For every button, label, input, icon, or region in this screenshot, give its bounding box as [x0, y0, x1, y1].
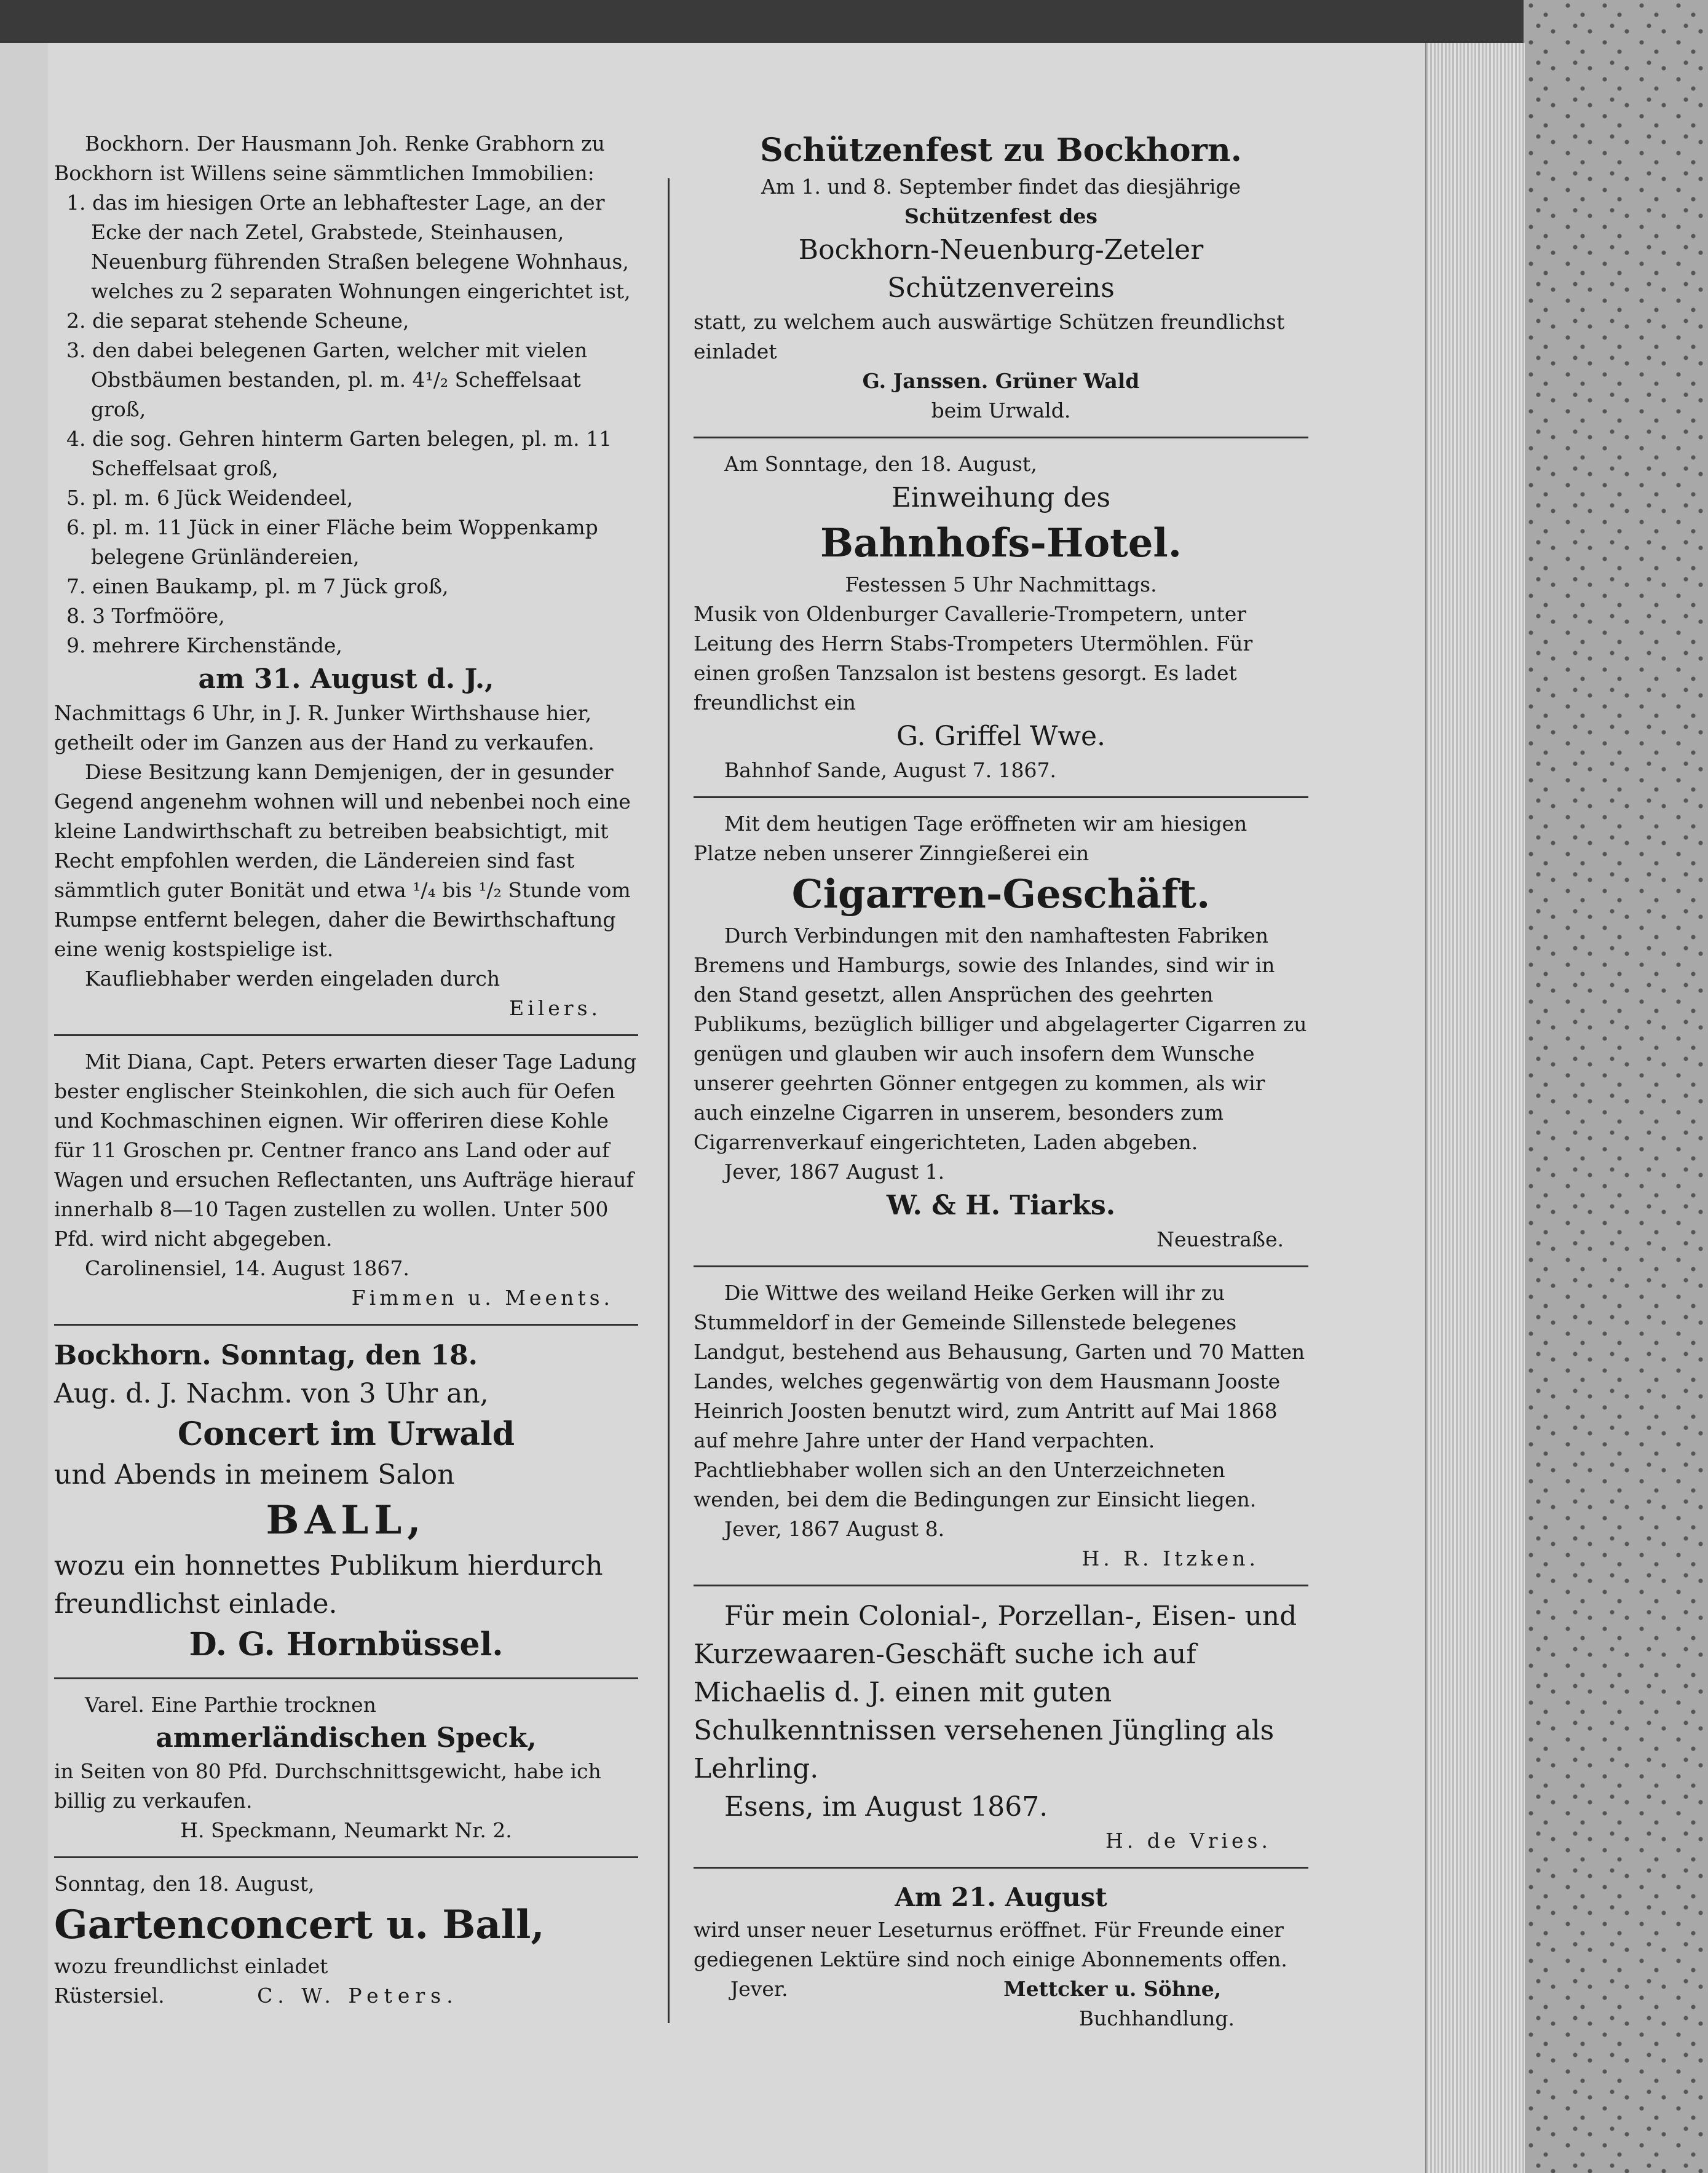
ad-headline: Bockhorn. Sonntag, den 18.: [54, 1340, 478, 1371]
ad-lehrling: [694, 1597, 1308, 1856]
ad-place: Bahnhof Sande, August 7. 1867.: [724, 758, 1057, 782]
ad-signature: Neuestraße.: [1156, 1227, 1284, 1251]
ad-body: Für mein Colonial-, Porzellan-, Eisen- und Kurzewaaren-Geschäft suche ich auf Michaelis d. J. einen mit guten Schulkenntnissen versehenen Jüngling als Lehrling.: [694, 1601, 1297, 1784]
column-divider: [668, 178, 670, 2023]
ad-leseturnus: [694, 1880, 1308, 2033]
ad-signature: H. Speckmann, Neumarkt Nr. 2.: [180, 1818, 512, 1842]
book-cover: [1524, 0, 1708, 2173]
ad-landgut: [694, 1278, 1308, 1573]
ad-body: statt, zu welchem auch auswärtige Schützen freundlichst einladet: [694, 310, 1285, 363]
ad-signature: Buchhandlung.: [1078, 2006, 1235, 2030]
ad-title: Concert im Urwald: [177, 1415, 515, 1453]
ad-place: Jever, 1867 August 1.: [724, 1160, 945, 1184]
ad-body: Die Wittwe des weiland Heike Gerken will ihr zu Stummeldorf in der Gemeinde Sillenstede belegenes Landgut, bestehend aus Behausung, Garten und 70 Matten Landes, welches gegenwärtig von dem Hausmann Jooste Heinrich Joosten benutzt wird, zum Antritt auf Mai 1868 auf mehre Jahre unter der Hand verpachten. Pachtliebhaber wollen sich an den Unterzeichneten wenden, bei dem die Bedingungen zur Einsicht liegen.: [694, 1281, 1305, 1511]
ad-body: Nachmittags 6 Uhr, in J. R. Junker Wirthshause hier, getheilt oder im Ganzen aus der Hand zu verkaufen.: [54, 701, 595, 754]
list-item: 2. die separat stehende Scheune,: [66, 309, 409, 333]
ad-text: Am Sonntage, den 18. August,: [724, 452, 1037, 476]
ad-title: Am 21. August: [895, 1882, 1107, 1912]
ad-text: Mit dem heutigen Tage eröffneten wir am hiesigen Platze neben unserer Zinngießerei ein: [694, 812, 1247, 865]
ad-title: Bahnhofs-Hotel.: [820, 520, 1182, 566]
ad-bahnhofs-hotel: [694, 449, 1308, 785]
ad-body: Durch Verbindungen mit den namhaftesten Fabriken Bremens und Hamburgs, sowie des Inlandes, sind wir in den Stand gesetzt, allen Ansprüchen des geehrten Publikums, bezüglich billiger und abgelagerter Cigarren zu genügen und glauben wir auch insofern dem Wunsche unserer geehrten Gönner entgegen zu kommen, als wir auch einzelne Cigarren in unserem, besonders zum Cigarrenverkauf eingerichteten, Laden abgeben.: [694, 924, 1307, 1154]
ad-text: Einweihung des: [891, 482, 1111, 513]
ad-text: Bockhorn-Neuenburg-Zeteler: [798, 234, 1204, 266]
ad-cigarren: [694, 809, 1308, 1254]
ad-signature: D. G. Hornbüssel.: [189, 1626, 504, 1663]
ad-title: Schützenfest zu Bockhorn.: [760, 132, 1242, 169]
ad-text: Varel. Eine Parthie trocknen: [85, 1693, 376, 1717]
list-item: 9. mehrere Kirchenstände,: [66, 633, 342, 657]
ad-signature: Eilers.: [509, 996, 601, 1020]
ad-signature: H. R. Itzken.: [1081, 1546, 1259, 1570]
list-item: 4. die sog. Gehren hinterm Garten belegen, pl. m. 11 Scheffelsaat groß,: [66, 427, 612, 480]
ad-text: Schützenfest des: [904, 204, 1098, 228]
ad-bockhorn-immobilien: [54, 129, 638, 1023]
list-item: 5. pl. m. 6 Jück Weidendeel,: [66, 486, 354, 510]
separator-line: [694, 1867, 1308, 1869]
ad-signature: G. Janssen. Grüner Wald: [862, 369, 1140, 393]
ad-footer: [54, 1981, 638, 2011]
ad-place: Rüstersiel.: [54, 1984, 165, 2008]
list-item: 1. das im hiesigen Orte an lebhaftester Lage, an der Ecke der nach Zetel, Grabstede, Steinhausen, Neuenburg führenden Straßen belegene Wohnhaus, welches zu 2 separaten Wohnungen eingerichtet ist,: [66, 191, 631, 303]
separator-line: [694, 1585, 1308, 1586]
ad-place: Jever.: [730, 1977, 788, 2001]
separator-line: [54, 1677, 638, 1679]
ad-headline: Aug. d. J. Nachm. von 3 Uhr an,: [54, 1378, 489, 1409]
ad-place: Jever, 1867 August 8.: [724, 1517, 945, 1541]
ad-text: Sonntag, den 18. August,: [54, 1872, 315, 1896]
previous-page-edge: [0, 43, 50, 2173]
ad-text: wozu ein honnettes Publikum hierdurch freundlichst einlade.: [54, 1550, 603, 1620]
ad-signature: W. & H. Tiarks.: [886, 1190, 1116, 1221]
ad-signature: C. W. Peters.: [257, 1984, 459, 2008]
page-edges: [1425, 43, 1525, 2173]
ad-schuetzenfest: [694, 129, 1308, 425]
list-item: 3. den dabei belegenen Garten, welcher mit vielen Obstbäumen bestanden, pl. m. 4¹/₂ Scheffelsaat groß,: [66, 338, 588, 421]
ad-text: Am 1. und 8. September findet das diesjährige: [761, 175, 1241, 199]
ad-gartenconcert: [54, 1869, 638, 2011]
separator-line: [54, 1034, 638, 1036]
ad-place: Esens, im August 1867.: [724, 1791, 1048, 1823]
separator-line: [54, 1324, 638, 1326]
list-item: 6. pl. m. 11 Jück in einer Fläche beim Woppenkamp belegene Grünländereien,: [66, 515, 598, 569]
ad-concert-urwald: [54, 1337, 638, 1666]
separator-line: [694, 437, 1308, 438]
ad-body: Kaufliebhaber werden eingeladen durch: [85, 967, 500, 991]
ad-speck: [54, 1690, 638, 1845]
ad-intro: Bockhorn. Der Hausmann Joh. Renke Grabhorn zu Bockhorn ist Willens seine sämmtlichen Immobilien:: [54, 132, 605, 185]
ad-text: wozu freundlichst einladet: [54, 1954, 328, 1978]
ad-title: Cigarren-Geschäft.: [791, 871, 1211, 917]
left-column: [54, 129, 638, 2011]
ad-body: wird unser neuer Leseturnus eröffnet. Für Freunde einer gediegenen Lektüre sind noch einige Abonnements offen.: [694, 1918, 1287, 1971]
ad-text: und Abends in meinem Salon: [54, 1459, 455, 1490]
ad-footer: [694, 1974, 1308, 2004]
ad-steinkohlen: [54, 1047, 638, 1313]
separator-line: [54, 1856, 638, 1858]
right-column: [694, 129, 1308, 2033]
ad-title: Gartenconcert u. Ball,: [54, 1902, 545, 1948]
ad-body: in Seiten von 80 Pfd. Durchschnittsgewicht, habe ich billig zu verkaufen.: [54, 1759, 601, 1813]
ad-text: Schützenvereins: [887, 272, 1115, 304]
ad-body: Musik von Oldenburger Cavallerie-Trompetern, unter Leitung des Herrn Stabs-Trompeters Utermöhlen. Für einen großen Tanzsalon ist bestens gesorgt. Es ladet freundlichst ein: [694, 602, 1253, 714]
ad-signature: beim Urwald.: [931, 398, 1071, 422]
ad-signature: H. de Vries.: [1105, 1829, 1271, 1853]
ad-title: ammerländischen Speck,: [156, 1722, 537, 1754]
ad-place: Carolinensiel, 14. August 1867.: [85, 1256, 409, 1280]
separator-line: [694, 796, 1308, 798]
separator-line: [694, 1265, 1308, 1267]
ad-title: BALL,: [266, 1497, 427, 1543]
ad-date: am 31. August d. J.,: [198, 663, 494, 695]
ad-signature: Mettcker u. Söhne,: [1003, 1977, 1222, 2001]
list-item: 7. einen Baukamp, pl. m 7 Jück groß,: [66, 574, 449, 598]
ad-signature: G. Griffel Wwe.: [896, 721, 1106, 752]
ad-body: Mit Diana, Capt. Peters erwarten dieser Tage Ladung bester englischer Steinkohlen, die sich auch für Oefen und Kochmaschinen eignen. Wir offeriren diese Kohle für 11 Groschen pr. Centner franco ans Land oder auf Wagen und ersuchen Reflectanten, uns Aufträge hierauf innerhalb 8—10 Tagen zustellen zu wollen. Unter 500 Pfd. wird nicht abgegeben.: [54, 1050, 637, 1251]
list-item: 8. 3 Torfmööre,: [66, 604, 225, 628]
ad-body: Diese Besitzung kann Demjenigen, der in gesunder Gegend angenehm wohnen will und nebenbei noch eine kleine Landwirthschaft zu betreiben beabsichtigt, mit Recht empfohlen werden, die Ländereien sind fast sämmtlich guter Bonität und etwa ¹/₄ bis ¹/₂ Stunde vom Rumpse entfernt belegen, daher die Bewirthschaftung eine wenig kostspielige ist.: [54, 760, 631, 961]
ad-signature: Fimmen u. Meents.: [351, 1286, 614, 1310]
ad-text: Festessen 5 Uhr Nachmittags.: [845, 572, 1157, 596]
